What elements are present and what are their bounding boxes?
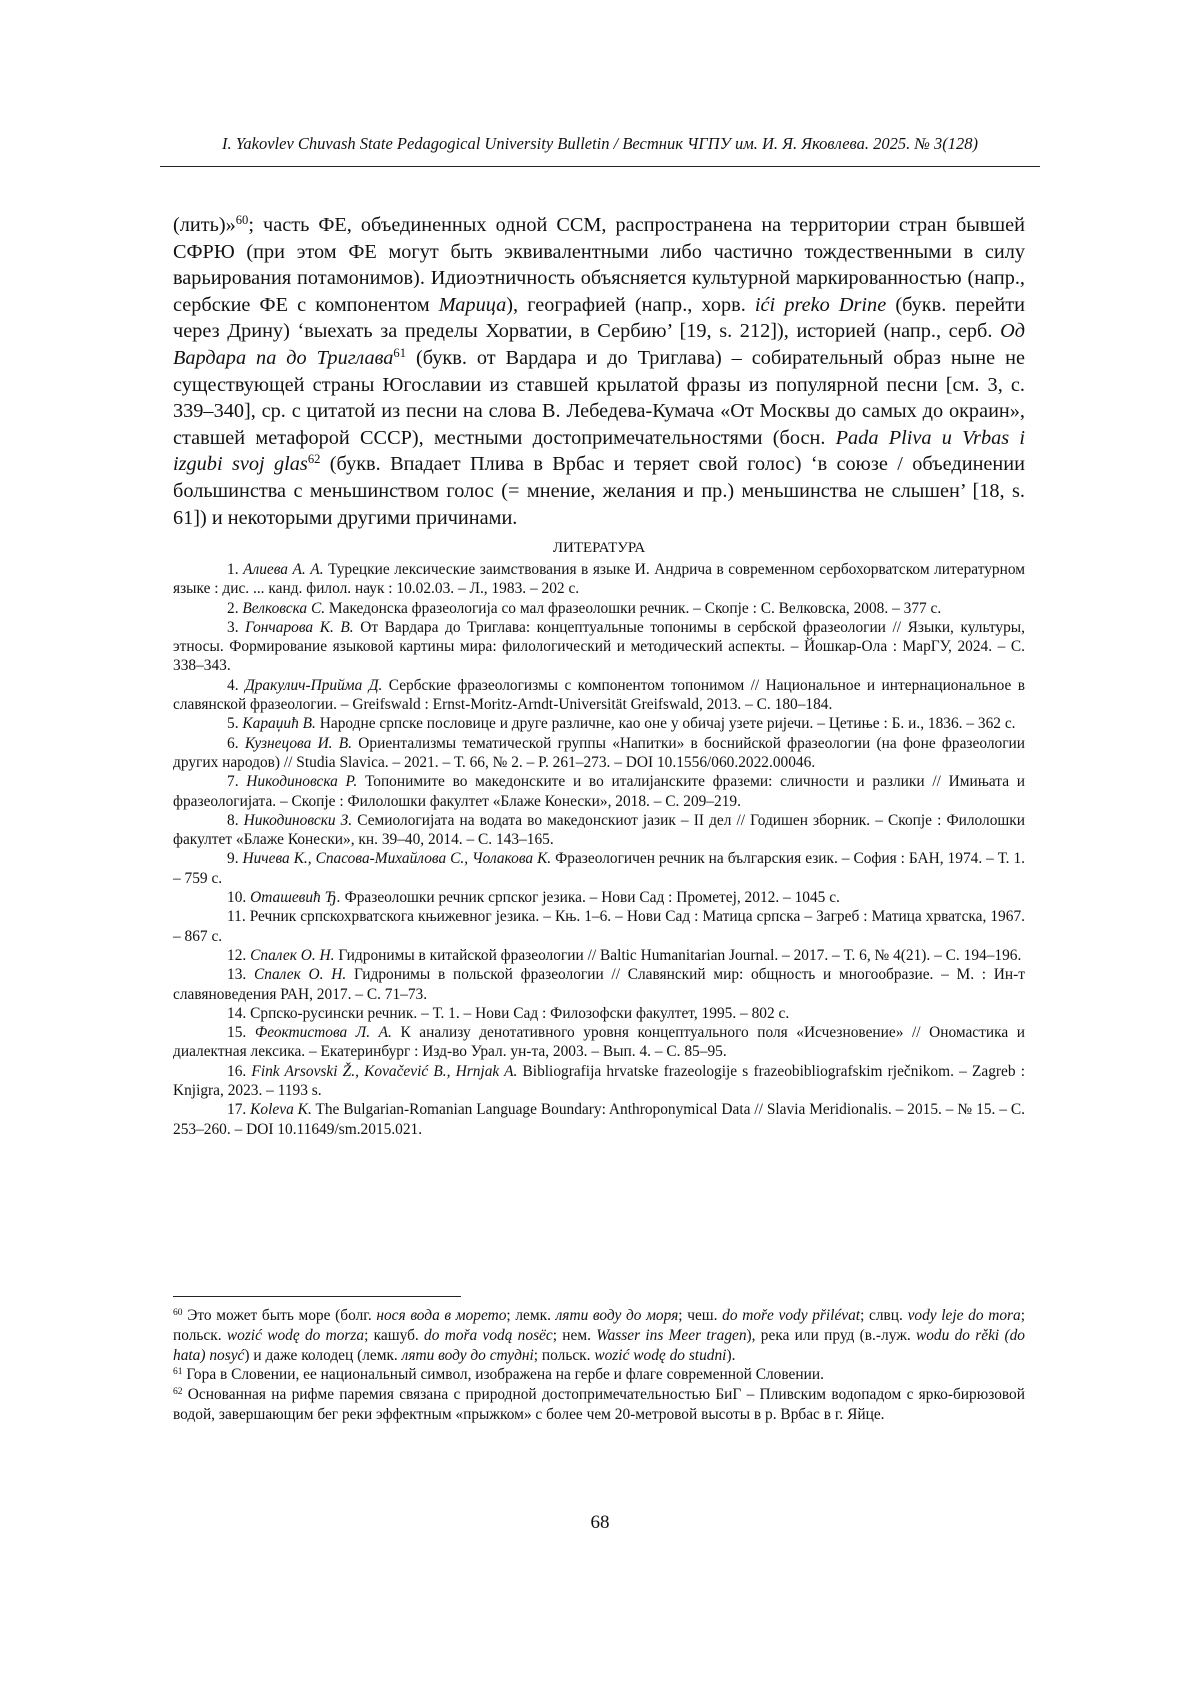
footnote-text-run: ), река или пруд (в.-луж. xyxy=(746,1326,916,1344)
reference-number: 7. xyxy=(227,773,239,791)
reference-item xyxy=(173,772,1025,811)
references-heading: ЛИТЕРАТУРА xyxy=(552,540,646,556)
reference-number: 6. xyxy=(227,734,239,752)
reference-item xyxy=(173,946,1025,965)
footnote-italic-example: ляти воду до студні xyxy=(401,1346,534,1364)
reference-author: Гончарова К. В. xyxy=(245,618,354,636)
footnote-text: Гора в Словении, ее национальный символ, изображена на гербе и флаге современной Словении. xyxy=(182,1366,824,1384)
references-list xyxy=(173,560,1025,1139)
reference-author: Кузнецова И. В. xyxy=(244,734,353,752)
footnote-text-run: ). xyxy=(726,1346,736,1364)
reference-author: Велковска С. xyxy=(242,599,326,617)
reference-text: Топонимите во македонските и во италијанските фраземи: сличности и разлики // Имињата и фразеологијата. – Скопје : Филолошки факултет «Блаже Конески», 2018. – С. 209–219. xyxy=(173,773,1025,810)
footnote-italic-example: wozić wodę do studni xyxy=(594,1346,727,1364)
footnote-60 xyxy=(173,1306,1025,1365)
footnote-62 xyxy=(173,1385,1025,1425)
reference-item xyxy=(173,849,1025,888)
reference-text: Сербские фразеологизмы с компонентом топонимом // Национальное и интернациональное в славянской фразеологии. – Greifswald : Ernst-Moritz-Arndt-Universität Greifswald, 2013. – С. 180–184. xyxy=(173,676,1025,714)
footnote-mark: 60 xyxy=(173,1306,183,1318)
reference-author: Караџић В. xyxy=(242,715,316,733)
reference-item xyxy=(173,1100,1025,1139)
reference-item xyxy=(173,907,1025,946)
reference-text: Речник српскохрватскога књижевног језика. – Књ. 1–6. – Нови Сад : Матица српска – Загреб : Матица хрватска, 1967. – 867 с. xyxy=(173,908,1025,945)
reference-text: Фразеологичен речник на българския език. – София : БАН, 1974. – Т. 1. – 759 с. xyxy=(173,850,1025,887)
reference-number: 17. xyxy=(227,1101,247,1119)
reference-item xyxy=(173,560,1025,599)
reference-text: Народне српске пословице и друге различне, као оне у обичај узете ријечи. – Цетиње : Б. и., 1836. – 362 с. xyxy=(319,715,1016,733)
footnote-text-run: ; нем. xyxy=(552,1326,597,1344)
reference-author: Никодиновски З. xyxy=(243,811,353,829)
reference-item xyxy=(173,1004,1025,1023)
footnote-mark: 61 xyxy=(173,1366,183,1378)
reference-author: Феоктистова Л. А. xyxy=(254,1024,392,1042)
reference-text: Фразеолошки речник српског језика. – Нови Сад : Прометеј, 2012. – 1045 с. xyxy=(344,889,840,907)
footnote-text-run: ; слвц. xyxy=(860,1307,908,1324)
reference-number: 11. xyxy=(227,908,246,926)
body-text-run: (лить)» xyxy=(173,214,236,236)
reference-text: Гидронимы в польской фразеологии // Славянский мир: общность и многообразие. – М. : Ин-т славяноведения РАН, 2017. – С. 71–73. xyxy=(173,966,1026,1003)
footnote-ref-60: 60 xyxy=(235,213,249,228)
reference-number: 13. xyxy=(227,966,247,984)
reference-author: Ничева К., Спасова-Михайлова С., Чолакова К. xyxy=(242,850,552,868)
reference-text: От Вардара до Триглава: концептуальные топонимы в сербской фразеологии // Языки, культуры, этносы. Формирование языковой картины мира: филологический и методический аспекты. – Йошкар-Ола : МарГУ, 2024. – С. 338–343. xyxy=(173,618,1025,675)
footnote-italic-example: wozić wodę do morza xyxy=(226,1326,365,1344)
reference-author: Koleva K. xyxy=(250,1101,312,1119)
reference-text: Семиологијата на водата во македонскиот јазик – II дел // Годишен зборник. – Скопје : Филолошки факултет «Блаже Конески», кн. 39–40, 2014. – С. 143–165. xyxy=(173,811,1025,849)
body-text-run: (букв. Впадает Плива в Врбас и теряет свой голос) ‘в союзе / объединении большинства с меньшинством голос (= мнение, желания и пр.) меньшинства не слышен’ [18, s. 61]) и некоторыми другими причинами. xyxy=(173,453,1025,529)
reference-number: 10. xyxy=(227,889,247,907)
body-text-run: ), географией (напр., хорв. xyxy=(506,293,755,316)
footnote-61 xyxy=(173,1365,1025,1385)
reference-text: Bibliografija hrvatske frazeologije s frazeobibliografskim rječnikom. – Zagreb : Knjigra, 2023. – 1193 s. xyxy=(173,1062,1025,1100)
reference-number: 1. xyxy=(227,561,239,578)
reference-author: Спалек О. Н. xyxy=(250,946,335,964)
footnote-italic-example: do mořa vodą nosëc xyxy=(424,1326,553,1344)
footnote-text-run: ) и даже колодец (лемк. xyxy=(244,1346,402,1364)
footnote-text-run: ; кашуб. xyxy=(364,1326,425,1344)
reference-author: Дракулич-Прийма Д. xyxy=(244,676,383,694)
footnote-text-run: ; польск. xyxy=(173,1307,1025,1344)
reference-item xyxy=(173,811,1025,850)
body-text-run: (букв. перейти через Дрину) ‘выехать за пределы Хорватии, в Сербию’ [19, s. 212]), историей (напр., серб. xyxy=(173,293,1025,343)
reference-item xyxy=(173,965,1025,1004)
reference-number: 16. xyxy=(227,1062,247,1080)
footnote-text: Основанная на рифме паремия связана с природной достопримечательностью БиГ – Пливским водопадом с ярко-бирюзовой водой, завершающим бег реки эффектным «прыжком» с более чем 20-метровой высоты в р. Врбас в г. Яйце. xyxy=(173,1386,1025,1423)
reference-number: 4. xyxy=(227,676,239,694)
italic-term: Марица xyxy=(438,293,507,316)
italic-term: Од Вардара па до Триглава xyxy=(173,320,1025,369)
footnote-text-run: ; польск. xyxy=(533,1346,595,1364)
reference-number: 5. xyxy=(227,715,239,733)
reference-author: Никодиновска Р. xyxy=(246,773,358,791)
reference-author: Алиева А. А. xyxy=(243,561,324,578)
reference-number: 14. xyxy=(227,1004,247,1022)
footnote-italic-example: do moře vody přilévat xyxy=(722,1307,861,1324)
footnote-mark: 62 xyxy=(173,1385,183,1397)
reference-item xyxy=(173,714,1025,733)
body-paragraph xyxy=(173,212,1025,531)
reference-item xyxy=(173,599,1025,618)
reference-text: Српско-русински речник. – Т. 1. – Нови Сад : Филозофски факултет, 1995. – 802 с. xyxy=(250,1004,790,1022)
footnote-ref-62: 62 xyxy=(307,452,321,467)
main-body-text xyxy=(173,212,1025,531)
footnote-ref-61: 61 xyxy=(393,346,406,361)
reference-text: Македонска фразеологија со мал фразеолошки речник. – Скопје : С. Велковска, 2008. – 377 с. xyxy=(328,599,942,617)
header-rule xyxy=(160,166,1040,167)
footnote-text-run: Это может быть море (болг. xyxy=(182,1307,377,1324)
reference-author: Спалек О. Н. xyxy=(254,966,347,984)
footnotes xyxy=(173,1306,1025,1425)
reference-number: 12. xyxy=(227,946,247,964)
footnote-italic-example: ляти воду до моря xyxy=(555,1307,679,1324)
reference-number: 15. xyxy=(227,1024,247,1042)
footnote-text-run: ; лемк. xyxy=(506,1307,556,1324)
reference-author: Fink Arsovski Ž., Kovačević B., Hrnjak A. xyxy=(251,1062,518,1080)
reference-text: Ориентализмы тематической группы «Напитки» в боснийской фразеологии (на фоне фразеологии других народов) // Studia Slavica. – 2021. – Т. 66, № 2. – P. 261–273. – DOI 10.1556/060.2022.00046. xyxy=(173,734,1025,771)
reference-text: Гидронимы в китайской фразеологии // Baltic Humanitarian Journal. – 2017. – Т. 6, № 4(21). – С. 194–196. xyxy=(338,946,1022,964)
reference-number: 9. xyxy=(227,850,239,868)
footnote-separator xyxy=(173,1296,461,1297)
reference-item xyxy=(173,888,1025,907)
italic-term: ići preko Drine xyxy=(754,293,887,316)
page-number: 68 xyxy=(590,1512,610,1533)
footnote-italic-example: wodu do rěki (do hata) nosyć xyxy=(173,1326,1025,1364)
reference-item xyxy=(173,1023,1025,1062)
italic-term: Pada Pliva u Vrbas i izgubi svoj glas xyxy=(173,426,1025,476)
reference-text: Турецкие лексические заимствования в языке И. Андрича в современном сербохорватском литературном языке : дис. ... канд. филол. наук : 10.02.03. – Л., 1983. – 202 с. xyxy=(173,561,1025,598)
body-text-run: ; часть ФЕ, объединенных одной ССМ, распространена на территории стран бывшей СФРЮ (при этом ФЕ могут быть эквивалентными либо частично тождественными в силу варьирования потамонимов). Идиоэтничность объясняется культурной маркированностью (напр., сербские ФЕ с компонентом xyxy=(173,214,1025,316)
footnote-text-run: ; чеш. xyxy=(678,1307,723,1324)
reference-author: Оташевић Ђ. xyxy=(250,889,341,907)
reference-item xyxy=(173,1062,1025,1101)
running-header: I. Yakovlev Chuvash State Pedagogical University Bulletin / Вестник ЧГПУ им. И. Я. Яковлева. 2025. № 3(128) xyxy=(222,134,978,153)
reference-text: The Bulgarian-Romanian Language Boundary: Anthroponymical Data // Slavia Meridionalis. – 2015. – № 15. – С. 253–260. – DOI 10.11649/sm.2015.021. xyxy=(173,1101,1025,1138)
footnote-text xyxy=(173,1307,1025,1364)
footnote-italic-example: vody leje do mora xyxy=(907,1307,1021,1324)
reference-item xyxy=(173,676,1025,715)
reference-item xyxy=(173,734,1025,773)
reference-number: 8. xyxy=(227,811,239,829)
reference-item xyxy=(173,618,1025,676)
body-text-run: (букв. от Вардара и до Триглава) – собирательный образ ныне не существующей страны Югославии из ставшей крылатой фразы из популярной песни [см. 3, с. 339–340], ср. с цитатой из песни на слова В. Лебедева-Кумача «От Москвы до самых до окраин», ставшей метафорой СССР), местными достопримечательностями (босн. xyxy=(173,346,1025,449)
footnote-italic-example: нося вода в морето xyxy=(376,1307,507,1324)
reference-number: 2. xyxy=(227,599,239,617)
footnote-italic-example: Wasser ins Meer tragen xyxy=(596,1326,747,1344)
reference-number: 3. xyxy=(227,618,239,636)
reference-text: К анализу денотативного уровня концептуального поля «Исчезновение» // Ономастика и диалектная лексика. – Екатеринбург : Изд-во Урал. ун-та, 2003. – Вып. 4. – С. 85–95. xyxy=(173,1024,1025,1061)
